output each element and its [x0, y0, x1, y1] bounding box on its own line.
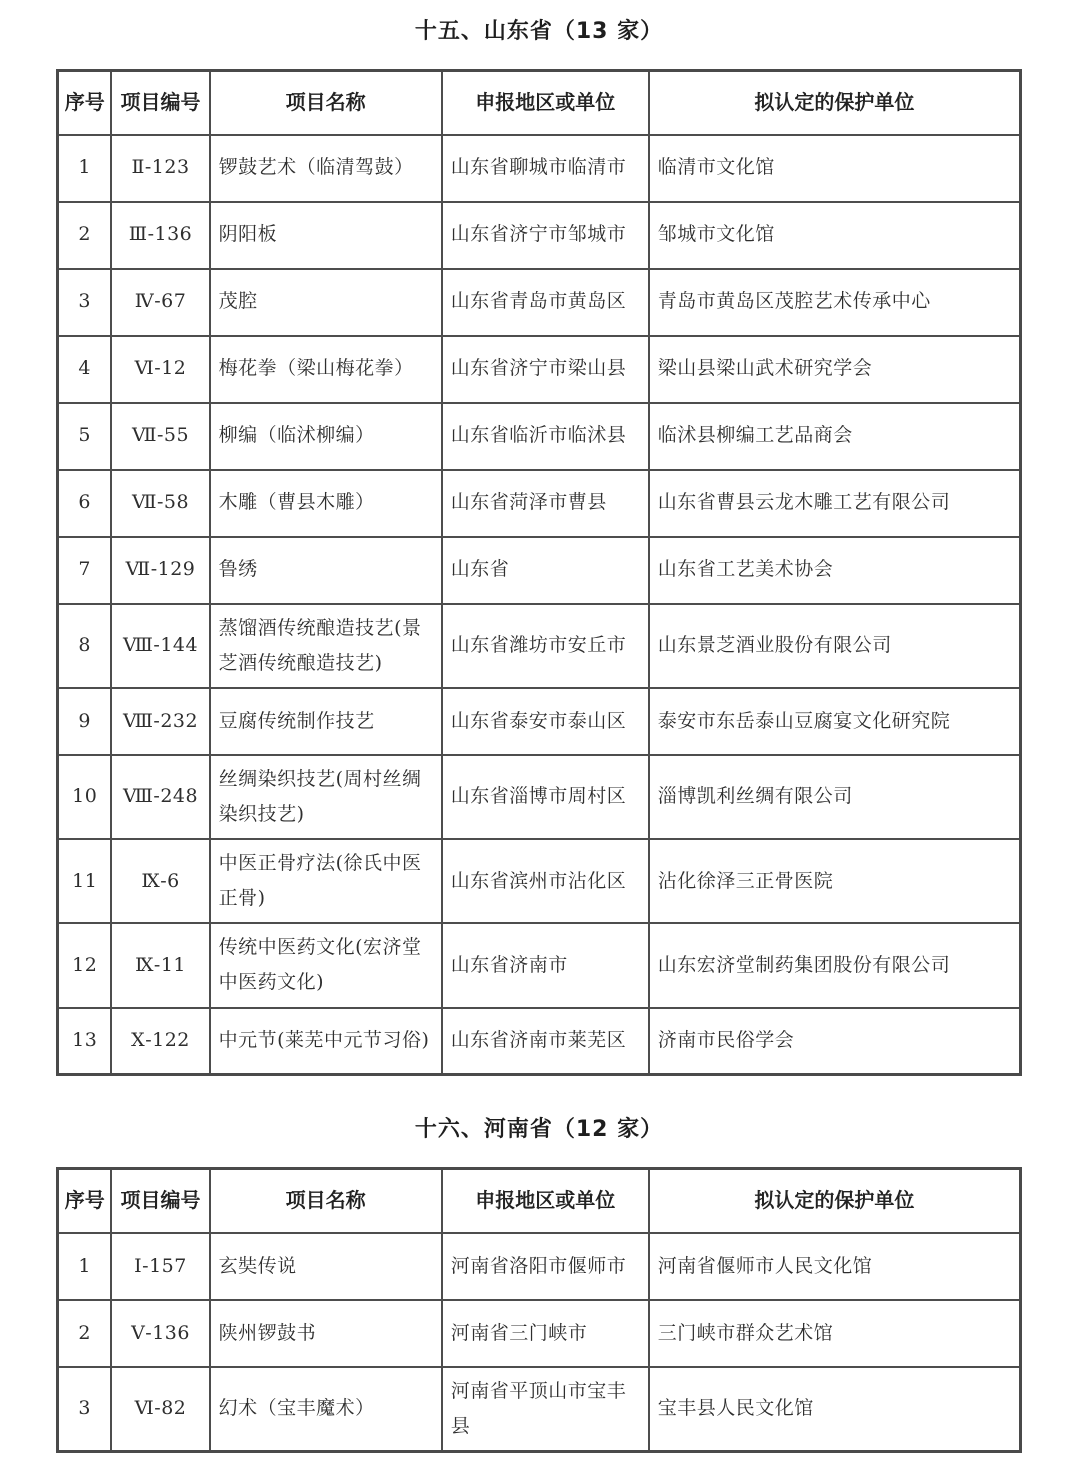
table-row: [58, 537, 1021, 604]
cell-protection-unit: 沾化徐泽三正骨医院: [649, 839, 1021, 923]
cell-project-name: 中医正骨疗法(徐氏中医正骨): [210, 839, 442, 923]
section-title-shandong: 十五、山东省（13 家）: [414, 19, 664, 44]
cell-project-name: 阴阳板: [210, 202, 442, 269]
cell-project-name: 豆腐传统制作技艺: [210, 688, 442, 755]
cell-protection-unit: 山东省工艺美术协会: [649, 537, 1021, 604]
header-index: 序号: [58, 71, 112, 135]
cell-project-code: Ⅶ-58: [111, 470, 209, 537]
cell-declaring-region: 山东省济南市莱芜区: [442, 1008, 649, 1075]
cell-protection-unit: 济南市民俗学会: [649, 1008, 1021, 1075]
cell-declaring-region: 山东省: [442, 537, 649, 604]
header-index: 序号: [58, 1169, 112, 1233]
cell-index: 7: [58, 537, 112, 604]
table-row: [58, 202, 1021, 269]
cell-protection-unit: 三门峡市群众艺术馆: [649, 1300, 1021, 1367]
cell-index: 1: [58, 135, 112, 202]
cell-index: 11: [58, 839, 112, 923]
cell-project-name: 中元节(莱芜中元节习俗): [210, 1008, 442, 1075]
cell-declaring-region: 山东省济南市: [442, 923, 649, 1007]
header-declaring-region: 申报地区或单位: [442, 1169, 649, 1233]
header-project-name: 项目名称: [210, 1169, 442, 1233]
cell-project-name: 幻术（宝丰魔术）: [210, 1367, 442, 1452]
cell-protection-unit: 邹城市文化馆: [649, 202, 1021, 269]
heritage-table-shandong: [56, 69, 1022, 1076]
cell-declaring-region: 山东省淄博市周村区: [442, 755, 649, 839]
header-row: [58, 71, 1021, 135]
table-row: [58, 336, 1021, 403]
header-project-name: 项目名称: [210, 71, 442, 135]
cell-project-code: Ⅹ-122: [111, 1008, 209, 1075]
table-row: [58, 923, 1021, 1007]
cell-project-name: 丝绸染织技艺(周村丝绸染织技艺): [210, 755, 442, 839]
cell-declaring-region: 山东省菏泽市曹县: [442, 470, 649, 537]
heritage-table-henan: [56, 1167, 1022, 1453]
cell-project-code: Ⅸ-11: [111, 923, 209, 1007]
cell-protection-unit: 泰安市东岳泰山豆腐宴文化研究院: [649, 688, 1021, 755]
cell-declaring-region: 山东省泰安市泰山区: [442, 688, 649, 755]
cell-protection-unit: 河南省偃师市人民文化馆: [649, 1233, 1021, 1300]
table-header: [58, 71, 1021, 135]
cell-declaring-region: 山东省济宁市邹城市: [442, 202, 649, 269]
cell-declaring-region: 山东省聊城市临清市: [442, 135, 649, 202]
header-protection-unit: 拟认定的保护单位: [649, 71, 1021, 135]
header-row: [58, 1169, 1021, 1233]
cell-declaring-region: 山东省滨州市沾化区: [442, 839, 649, 923]
cell-declaring-region: 山东省潍坊市安丘市: [442, 604, 649, 688]
cell-project-name: 茂腔: [210, 269, 442, 336]
table-row: [58, 755, 1021, 839]
cell-project-code: Ⅵ-82: [111, 1367, 209, 1452]
cell-protection-unit: 宝丰县人民文化馆: [649, 1367, 1021, 1452]
cell-index: 9: [58, 688, 112, 755]
cell-index: 5: [58, 403, 112, 470]
cell-protection-unit: 临清市文化馆: [649, 135, 1021, 202]
cell-project-code: Ⅶ-129: [111, 537, 209, 604]
cell-index: 13: [58, 1008, 112, 1075]
header-declaring-region: 申报地区或单位: [442, 71, 649, 135]
table-row: [58, 688, 1021, 755]
table-row: [58, 135, 1021, 202]
cell-project-code: Ⅸ-6: [111, 839, 209, 923]
cell-project-code: Ⅶ-55: [111, 403, 209, 470]
cell-project-name: 梅花拳（梁山梅花拳）: [210, 336, 442, 403]
cell-project-name: 木雕（曹县木雕）: [210, 470, 442, 537]
cell-index: 3: [58, 269, 112, 336]
cell-declaring-region: 山东省青岛市黄岛区: [442, 269, 649, 336]
cell-protection-unit: 青岛市黄岛区茂腔艺术传承中心: [649, 269, 1021, 336]
cell-index: 1: [58, 1233, 112, 1300]
cell-protection-unit: 山东宏济堂制药集团股份有限公司: [649, 923, 1021, 1007]
cell-index: 4: [58, 336, 112, 403]
table-row: [58, 1300, 1021, 1367]
cell-declaring-region: 河南省洛阳市偃师市: [442, 1233, 649, 1300]
cell-declaring-region: 河南省三门峡市: [442, 1300, 649, 1367]
cell-index: 2: [58, 202, 112, 269]
cell-project-name: 柳编（临沭柳编）: [210, 403, 442, 470]
table-row: [58, 839, 1021, 923]
cell-index: 8: [58, 604, 112, 688]
table-header: [58, 1169, 1021, 1233]
cell-index: 10: [58, 755, 112, 839]
cell-project-name: 鲁绣: [210, 537, 442, 604]
cell-project-name: 玄奘传说: [210, 1233, 442, 1300]
table-row: [58, 470, 1021, 537]
table-row: [58, 269, 1021, 336]
table-row: [58, 1233, 1021, 1300]
cell-declaring-region: 山东省济宁市梁山县: [442, 336, 649, 403]
cell-project-code: Ⅷ-144: [111, 604, 209, 688]
cell-protection-unit: 山东省曹县云龙木雕工艺有限公司: [649, 470, 1021, 537]
cell-protection-unit: 山东景芝酒业股份有限公司: [649, 604, 1021, 688]
header-project-code: 项目编号: [111, 1169, 209, 1233]
cell-protection-unit: 淄博凯利丝绸有限公司: [649, 755, 1021, 839]
cell-project-code: Ⅵ-12: [111, 336, 209, 403]
cell-project-code: Ⅰ-157: [111, 1233, 209, 1300]
cell-project-name: 锣鼓艺术（临清驾鼓）: [210, 135, 442, 202]
cell-project-code: Ⅳ-67: [111, 269, 209, 336]
cell-index: 3: [58, 1367, 112, 1452]
table-row: [58, 1008, 1021, 1075]
cell-declaring-region: 河南省平顶山市宝丰县: [442, 1367, 649, 1452]
cell-index: 6: [58, 470, 112, 537]
cell-project-code: Ⅲ-136: [111, 202, 209, 269]
table-row: [58, 604, 1021, 688]
cell-project-name: 蒸馏酒传统酿造技艺(景芝酒传统酿造技艺): [210, 604, 442, 688]
cell-protection-unit: 临沭县柳编工艺品商会: [649, 403, 1021, 470]
cell-project-code: Ⅷ-248: [111, 755, 209, 839]
cell-index: 12: [58, 923, 112, 1007]
header-project-code: 项目编号: [111, 71, 209, 135]
section-title-henan: 十六、河南省（12 家）: [414, 1117, 664, 1143]
cell-project-code: Ⅷ-232: [111, 688, 209, 755]
cell-index: 2: [58, 1300, 112, 1367]
cell-declaring-region: 山东省临沂市临沭县: [442, 403, 649, 470]
header-protection-unit: 拟认定的保护单位: [649, 1169, 1021, 1233]
cell-project-name: 传统中医药文化(宏济堂中医药文化): [210, 923, 442, 1007]
cell-protection-unit: 梁山县梁山武术研究学会: [649, 336, 1021, 403]
cell-project-code: Ⅴ-136: [111, 1300, 209, 1367]
table-row: [58, 1367, 1021, 1452]
cell-project-code: Ⅱ-123: [111, 135, 209, 202]
cell-project-name: 陕州锣鼓书: [210, 1300, 442, 1367]
table-row: [58, 403, 1021, 470]
